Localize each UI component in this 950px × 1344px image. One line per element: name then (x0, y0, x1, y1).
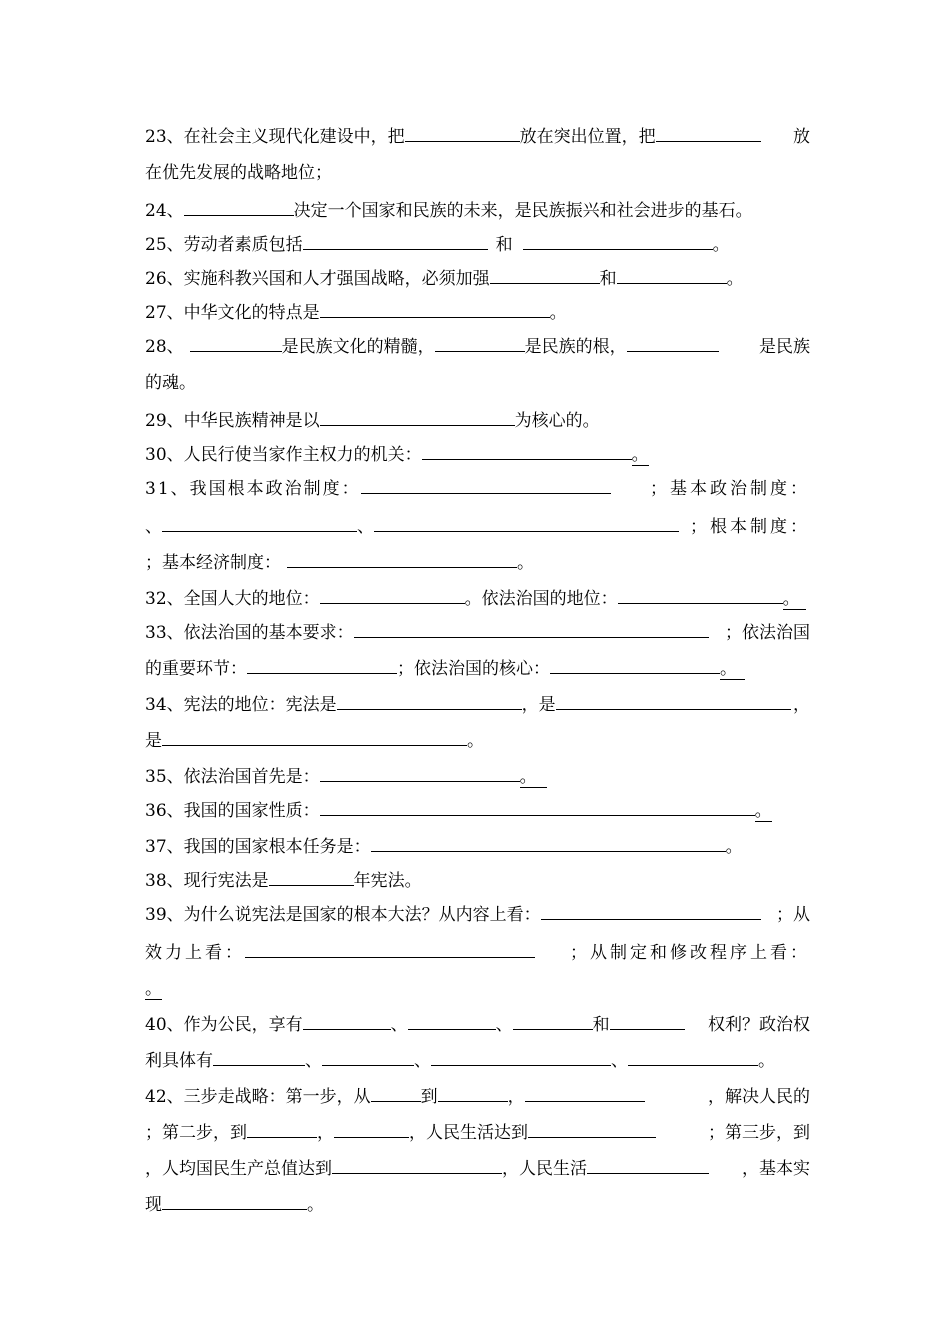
question-text: ， (317, 1123, 334, 1143)
question-31-line-1 (145, 478, 810, 500)
question-text: 。 (517, 553, 534, 573)
answer-blank[interactable] (618, 588, 783, 604)
question-37 (145, 836, 810, 858)
question-text: ；从制定和修改程序上看： (570, 943, 810, 963)
question-40-line-2 (145, 1050, 810, 1072)
question-text: ；依法治国 (725, 623, 810, 643)
question-text: 25、劳动者素质包括 (145, 235, 303, 255)
question-text: 37、我国的国家根本任务是： (145, 837, 371, 857)
answer-blank[interactable] (303, 234, 488, 250)
question-text: 和 (599, 269, 617, 289)
question-text: ；基本经济制度： (145, 553, 281, 573)
answer-blank[interactable] (162, 1194, 307, 1210)
question-24 (145, 200, 810, 222)
answer-blank[interactable] (610, 1014, 685, 1030)
question-38 (145, 870, 810, 892)
question-text: 是 (145, 731, 162, 751)
question-text: 27、中华文化的特点是 (145, 303, 320, 323)
question-text: ，人民生活 (502, 1159, 587, 1179)
question-text: ；基本政治制度： (650, 479, 810, 499)
answer-blank[interactable] (247, 658, 397, 674)
question-31-line-3 (145, 552, 810, 574)
question-34-line-2 (145, 730, 810, 752)
question-text: 和 (592, 1015, 610, 1035)
question-text: 、 (145, 517, 162, 537)
question-text: 31、我国根本政治制度： (145, 479, 361, 499)
answer-blank[interactable] (361, 478, 611, 494)
answer-blank[interactable] (556, 694, 791, 710)
question-text: ，是 (521, 695, 556, 715)
answer-blank[interactable] (656, 126, 761, 142)
question-text: 和 (495, 235, 513, 255)
question-29 (145, 410, 810, 432)
question-text: 23、在社会主义现代化建设中，把 (145, 127, 405, 147)
question-23-line-2 (145, 162, 810, 184)
question-text: 是民族 (759, 337, 810, 357)
question-42-line-4 (145, 1194, 810, 1216)
question-number: 24、 (145, 201, 184, 221)
question-text: 。 (754, 801, 772, 821)
question-42-line-2 (145, 1122, 810, 1144)
question-25 (145, 234, 810, 256)
question-text: 。 (549, 303, 567, 323)
question-text: 、 (305, 1051, 322, 1071)
answer-blank[interactable] (435, 336, 525, 352)
question-text: 是民族的根， (524, 337, 627, 357)
question-text: 。 (783, 589, 806, 610)
answer-blank[interactable] (287, 552, 517, 568)
question-text: 。 (520, 767, 547, 788)
answer-blank[interactable] (405, 126, 520, 142)
question-text: 权利？政治权 (708, 1015, 810, 1035)
answer-blank[interactable] (490, 268, 600, 284)
question-text: 32、全国人大的地位： (145, 589, 320, 609)
question-text: 34、宪法的地位：宪法是 (145, 695, 337, 715)
answer-blank[interactable] (320, 410, 515, 426)
question-39-line-2 (145, 942, 810, 964)
question-text: 、 (357, 517, 374, 537)
question-text: 40、作为公民，享有 (145, 1015, 303, 1035)
question-33-line-2 (145, 658, 810, 680)
answer-blank[interactable] (550, 658, 720, 674)
question-text: 29、中华民族精神是以 (145, 411, 320, 431)
question-text: 放 (793, 127, 810, 147)
answer-blank[interactable] (528, 1122, 656, 1138)
question-text: 的魂。 (145, 373, 196, 393)
answer-blank[interactable] (332, 1158, 502, 1174)
answer-blank[interactable] (337, 694, 522, 710)
question-35 (145, 766, 810, 788)
question-text: 现 (145, 1195, 162, 1215)
question-text: 36、我国的国家性质： (145, 801, 320, 821)
answer-blank[interactable] (525, 1086, 645, 1102)
question-text: ，解决人民的 (708, 1087, 810, 1107)
answer-blank[interactable] (431, 1050, 611, 1066)
answer-blank[interactable] (371, 836, 726, 852)
answer-blank[interactable] (334, 1122, 409, 1138)
answer-blank[interactable] (422, 444, 632, 460)
question-text: 。 (307, 1195, 324, 1215)
question-28-line-1 (145, 336, 810, 358)
question-text: 是民族文化的精髓， (281, 337, 435, 357)
question-text: 35、依法治国首先是： (145, 767, 320, 787)
answer-blank[interactable] (587, 1158, 709, 1174)
question-text: 的重要环节： (145, 659, 247, 679)
question-42-line-3 (145, 1158, 810, 1180)
question-text: 、 (390, 1015, 408, 1035)
question-text: 。 (758, 1051, 775, 1071)
question-text: 。 (467, 731, 484, 751)
question-text: 30、人民行使当家作主权力的机关： (145, 445, 422, 465)
question-text: 。 (726, 269, 744, 289)
answer-blank[interactable] (320, 302, 550, 318)
answer-blank[interactable] (371, 1086, 421, 1102)
question-text: 。依法治国的地位： (464, 589, 618, 609)
answer-blank[interactable] (245, 942, 535, 958)
question-text: 效力上看： (145, 943, 245, 963)
question-text: 决定一个国家和民族的未来，是民族振兴和社会进步的基石。 (293, 201, 753, 221)
question-text: 42、三步走战略：第一步，从 (145, 1087, 371, 1107)
question-text: 、 (611, 1051, 628, 1071)
answer-blank[interactable] (269, 870, 354, 886)
answer-blank[interactable] (320, 800, 755, 816)
question-32 (145, 588, 810, 610)
question-text: ；根本制度： (690, 517, 810, 537)
answer-blank[interactable] (627, 336, 719, 352)
question-26 (145, 268, 810, 290)
question-33-line-1 (145, 622, 810, 644)
question-40-line-1 (145, 1014, 810, 1036)
question-text: 。 (712, 235, 730, 255)
question-text: ，人均国民生产总值达到 (145, 1159, 332, 1179)
question-text: 、 (414, 1051, 431, 1071)
question-number: 28、 (145, 337, 184, 357)
answer-blank[interactable] (320, 766, 520, 782)
question-text: 。 (720, 659, 745, 680)
question-text: 。 (145, 979, 162, 999)
question-text: 在优先发展的战略地位； (145, 163, 332, 183)
question-text: 26、实施科教兴国和人才强国战略，必须加强 (145, 269, 490, 289)
question-text: 。 (725, 837, 743, 857)
answer-blank[interactable] (617, 268, 727, 284)
question-text: 33、依法治国的基本要求： (145, 623, 354, 643)
answer-blank[interactable] (162, 730, 467, 746)
answer-blank[interactable] (628, 1050, 758, 1066)
answer-blank[interactable] (303, 1014, 391, 1030)
answer-blank[interactable] (190, 336, 282, 352)
question-39-line-3 (145, 978, 810, 1000)
answer-blank[interactable] (354, 622, 709, 638)
answer-blank[interactable] (247, 1122, 317, 1138)
question-text: 放在突出位置，把 (519, 127, 656, 147)
question-text: ， (793, 695, 810, 715)
question-text: ， (507, 1087, 525, 1107)
answer-blank[interactable] (322, 1050, 414, 1066)
question-28-line-2 (145, 372, 810, 394)
question-39-line-1 (145, 904, 810, 926)
question-text: ；依法治国的核心： (397, 659, 550, 679)
question-text: 。 (631, 445, 649, 465)
question-text: ，人民生活达到 (409, 1123, 528, 1143)
answer-blank[interactable] (320, 588, 465, 604)
question-23-line-1 (145, 126, 810, 148)
question-34-line-1 (145, 694, 810, 716)
question-text: 39、为什么说宪法是国家的根本大法？从内容上看： (145, 905, 541, 925)
question-30 (145, 444, 810, 466)
answer-blank[interactable] (541, 904, 761, 920)
question-text: 38、现行宪法是 (145, 871, 269, 891)
question-text: ；第三步，到 (708, 1123, 810, 1143)
question-text: 为核心的。 (514, 411, 600, 431)
answer-blank[interactable] (408, 1014, 496, 1030)
answer-blank[interactable] (513, 1014, 593, 1030)
answer-blank[interactable] (162, 516, 357, 532)
question-31-line-2 (145, 516, 810, 538)
question-text: 、 (495, 1015, 513, 1035)
question-text: ；第二步，到 (145, 1123, 247, 1143)
answer-blank[interactable] (374, 516, 679, 532)
question-text: ；从 (776, 905, 810, 925)
question-text: 年宪法。 (353, 871, 422, 891)
answer-blank[interactable] (523, 234, 713, 250)
answer-blank[interactable] (213, 1050, 305, 1066)
question-36 (145, 800, 810, 822)
question-text: 利具体有 (145, 1051, 213, 1071)
answer-blank[interactable] (438, 1086, 508, 1102)
question-text: 到 (420, 1087, 438, 1107)
answer-blank[interactable] (184, 200, 294, 216)
question-27 (145, 302, 810, 324)
question-text: ，基本实 (742, 1159, 810, 1179)
question-42-line-1 (145, 1086, 810, 1108)
